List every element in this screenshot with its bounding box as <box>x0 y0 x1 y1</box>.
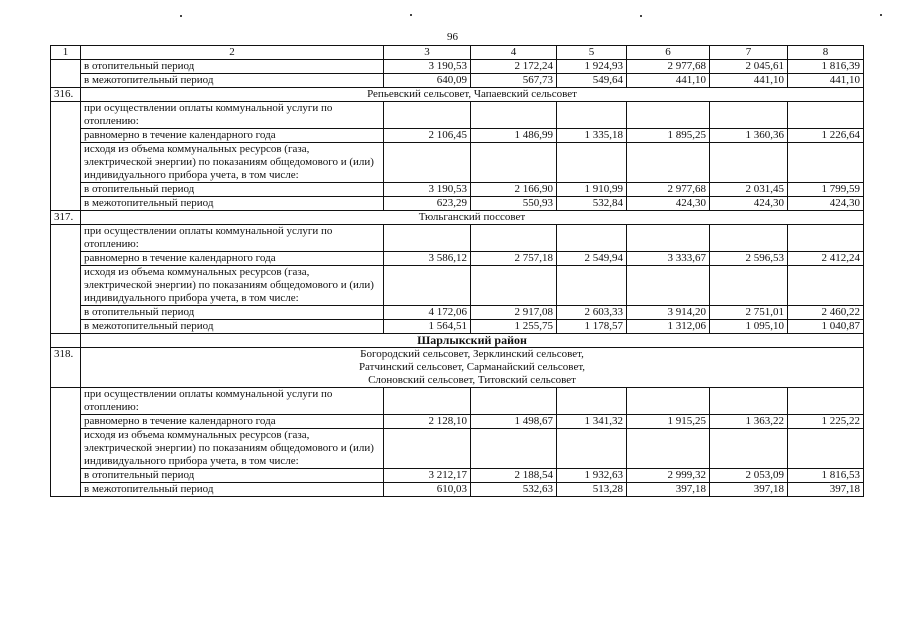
empty-cell <box>627 143 710 183</box>
value-cell: 1 564,51 <box>384 320 471 334</box>
value-cell: 3 190,53 <box>384 183 471 197</box>
empty-cell <box>471 388 557 415</box>
value-cell: 640,09 <box>384 74 471 88</box>
row-label: при осуществлении оплаты коммунальной услуги по отоплению: <box>81 225 384 252</box>
value-cell: 1 799,59 <box>788 183 864 197</box>
row-label: в межотопительный период <box>81 320 384 334</box>
value-cell: 2 045,61 <box>710 60 788 74</box>
page-number: 96 <box>447 31 458 43</box>
empty-cell <box>710 429 788 469</box>
row-label: равномерно в течение календарного года <box>81 129 384 143</box>
header-cell: 6 <box>627 46 710 60</box>
empty-cell <box>788 225 864 252</box>
value-cell: 441,10 <box>627 74 710 88</box>
empty-cell <box>471 102 557 129</box>
group-title-line: Слоновский сельсовет, Титовский сельсовет <box>368 374 576 386</box>
header-cell: 3 <box>384 46 471 60</box>
table-row <box>51 183 864 197</box>
empty-cell <box>788 102 864 129</box>
value-cell: 2 188,54 <box>471 469 557 483</box>
header-cell: 4 <box>471 46 557 60</box>
value-cell: 550,93 <box>471 197 557 211</box>
value-cell: 2 128,10 <box>384 415 471 429</box>
group-number: 317. <box>51 211 81 225</box>
value-cell: 2 460,22 <box>788 306 864 320</box>
empty-cell <box>710 388 788 415</box>
scan-speck <box>880 14 882 16</box>
value-cell: 513,28 <box>557 483 627 497</box>
empty-cell <box>471 143 557 183</box>
table-row <box>51 197 864 211</box>
group-title-row <box>51 348 864 388</box>
table-row <box>51 143 864 183</box>
empty-cell <box>557 266 627 306</box>
value-cell: 2 596,53 <box>710 252 788 266</box>
empty-cell <box>557 388 627 415</box>
group-title-line: Богородский сельсовет, Зерклинский сельсовет, <box>360 348 584 360</box>
value-cell: 2 977,68 <box>627 60 710 74</box>
value-cell: 441,10 <box>788 74 864 88</box>
row-number-cell <box>51 60 81 88</box>
row-label: в межотопительный период <box>81 197 384 211</box>
value-cell: 1 341,32 <box>557 415 627 429</box>
table-row <box>51 129 864 143</box>
empty-cell <box>384 225 471 252</box>
value-cell: 567,73 <box>471 74 557 88</box>
row-label: в отопительный период <box>81 60 384 74</box>
empty-cell <box>384 102 471 129</box>
value-cell: 1 895,25 <box>627 129 710 143</box>
table-row <box>51 102 864 129</box>
table-row <box>51 483 864 497</box>
row-label: в межотопительный период <box>81 483 384 497</box>
value-cell: 623,29 <box>384 197 471 211</box>
value-cell: 441,10 <box>710 74 788 88</box>
value-cell: 424,30 <box>627 197 710 211</box>
group-title <box>81 211 864 225</box>
table-row <box>51 60 864 74</box>
value-cell: 1 924,93 <box>557 60 627 74</box>
table-row <box>51 388 864 415</box>
group-title-line: Ратчинский сельсовет, Сарманайский сельсовет, <box>358 361 586 373</box>
value-cell: 2 977,68 <box>627 183 710 197</box>
value-cell: 1 486,99 <box>471 129 557 143</box>
header-cell: 8 <box>788 46 864 60</box>
group-title-line: Тюльганский поссовет <box>418 211 526 223</box>
group-number: 318. <box>51 348 81 388</box>
table-row <box>51 252 864 266</box>
header-cell: 7 <box>710 46 788 60</box>
value-cell: 1 226,64 <box>788 129 864 143</box>
district-row <box>51 334 864 348</box>
value-cell: 1 932,63 <box>557 469 627 483</box>
row-label: в межотопительный период <box>81 74 384 88</box>
group-title <box>81 88 864 102</box>
value-cell: 2 917,08 <box>471 306 557 320</box>
value-cell: 1 816,39 <box>788 60 864 74</box>
row-label: в отопительный период <box>81 469 384 483</box>
empty-cell <box>627 102 710 129</box>
scan-specks <box>0 14 905 20</box>
value-cell: 2 106,45 <box>384 129 471 143</box>
header-row <box>51 46 864 60</box>
value-cell: 1 915,25 <box>627 415 710 429</box>
row-label: при осуществлении оплаты коммунальной услуги по отоплению: <box>81 102 384 129</box>
value-cell: 2 549,94 <box>557 252 627 266</box>
table-row <box>51 306 864 320</box>
empty-cell <box>557 225 627 252</box>
value-cell: 2 166,90 <box>471 183 557 197</box>
empty-cell <box>557 143 627 183</box>
empty-cell <box>627 266 710 306</box>
empty-cell <box>51 334 81 348</box>
header-cell: 2 <box>81 46 384 60</box>
row-label: в отопительный период <box>81 183 384 197</box>
value-cell: 3 212,17 <box>384 469 471 483</box>
value-cell: 1 910,99 <box>557 183 627 197</box>
value-cell: 1 095,10 <box>710 320 788 334</box>
empty-cell <box>710 102 788 129</box>
value-cell: 2 172,24 <box>471 60 557 74</box>
empty-cell <box>471 266 557 306</box>
row-label: исходя из объема коммунальных ресурсов (газа, электрической энергии) по показаниям общедомового и (или) индивидуального прибора учета, в том числе: <box>81 266 384 306</box>
value-cell: 1 312,06 <box>627 320 710 334</box>
value-cell: 610,03 <box>384 483 471 497</box>
empty-cell <box>557 102 627 129</box>
empty-cell <box>384 388 471 415</box>
value-cell: 3 190,53 <box>384 60 471 74</box>
row-number-cell <box>51 225 81 334</box>
empty-cell <box>788 388 864 415</box>
value-cell: 2 757,18 <box>471 252 557 266</box>
empty-cell <box>471 429 557 469</box>
empty-cell <box>627 225 710 252</box>
value-cell: 1 040,87 <box>788 320 864 334</box>
scan-speck <box>640 15 642 17</box>
empty-cell <box>788 143 864 183</box>
empty-cell <box>788 429 864 469</box>
empty-cell <box>710 266 788 306</box>
value-cell: 1 335,18 <box>557 129 627 143</box>
row-label: исходя из объема коммунальных ресурсов (газа, электрической энергии) по показаниям общедомового и (или) индивидуального прибора учета, в том числе: <box>81 143 384 183</box>
value-cell: 1 225,22 <box>788 415 864 429</box>
table-row <box>51 469 864 483</box>
value-cell: 1 498,67 <box>471 415 557 429</box>
district-title: Шарлыкский район <box>81 334 864 348</box>
table-row <box>51 266 864 306</box>
row-number-cell <box>51 102 81 211</box>
value-cell: 2 412,24 <box>788 252 864 266</box>
value-cell: 2 053,09 <box>710 469 788 483</box>
table-row <box>51 320 864 334</box>
row-label: исходя из объема коммунальных ресурсов (газа, электрической энергии) по показаниям общедомового и (или) индивидуального прибора учета, в том числе: <box>81 429 384 469</box>
tariff-table <box>50 45 864 497</box>
value-cell: 532,63 <box>471 483 557 497</box>
value-cell: 1 178,57 <box>557 320 627 334</box>
table-row <box>51 74 864 88</box>
scan-speck <box>180 15 182 17</box>
scan-speck <box>410 14 412 16</box>
empty-cell <box>627 388 710 415</box>
row-label: равномерно в течение календарного года <box>81 415 384 429</box>
row-label: равномерно в течение календарного года <box>81 252 384 266</box>
value-cell: 424,30 <box>710 197 788 211</box>
empty-cell <box>788 266 864 306</box>
value-cell: 549,64 <box>557 74 627 88</box>
value-cell: 397,18 <box>788 483 864 497</box>
group-title-line: Репьевский сельсовет, Чапаевский сельсовет <box>367 88 577 100</box>
value-cell: 2 751,01 <box>710 306 788 320</box>
value-cell: 3 586,12 <box>384 252 471 266</box>
value-cell: 3 914,20 <box>627 306 710 320</box>
empty-cell <box>384 143 471 183</box>
group-number: 316. <box>51 88 81 102</box>
value-cell: 397,18 <box>710 483 788 497</box>
row-label: при осуществлении оплаты коммунальной услуги по отоплению: <box>81 388 384 415</box>
value-cell: 4 172,06 <box>384 306 471 320</box>
value-cell: 1 816,53 <box>788 469 864 483</box>
value-cell: 2 999,32 <box>627 469 710 483</box>
table-body <box>51 46 864 497</box>
header-cell: 5 <box>557 46 627 60</box>
value-cell: 2 603,33 <box>557 306 627 320</box>
group-title-row <box>51 88 864 102</box>
row-number-cell <box>51 388 81 497</box>
value-cell: 424,30 <box>788 197 864 211</box>
empty-cell <box>710 225 788 252</box>
group-title <box>81 348 864 388</box>
table-row <box>51 225 864 252</box>
value-cell: 2 031,45 <box>710 183 788 197</box>
value-cell: 1 255,75 <box>471 320 557 334</box>
value-cell: 532,84 <box>557 197 627 211</box>
header-cell: 1 <box>51 46 81 60</box>
group-title-row <box>51 211 864 225</box>
row-label: в отопительный период <box>81 306 384 320</box>
empty-cell <box>471 225 557 252</box>
value-cell: 1 360,36 <box>710 129 788 143</box>
empty-cell <box>557 429 627 469</box>
value-cell: 3 333,67 <box>627 252 710 266</box>
empty-cell <box>384 429 471 469</box>
table-row <box>51 415 864 429</box>
value-cell: 397,18 <box>627 483 710 497</box>
empty-cell <box>710 143 788 183</box>
value-cell: 1 363,22 <box>710 415 788 429</box>
table-row <box>51 429 864 469</box>
empty-cell <box>627 429 710 469</box>
empty-cell <box>384 266 471 306</box>
